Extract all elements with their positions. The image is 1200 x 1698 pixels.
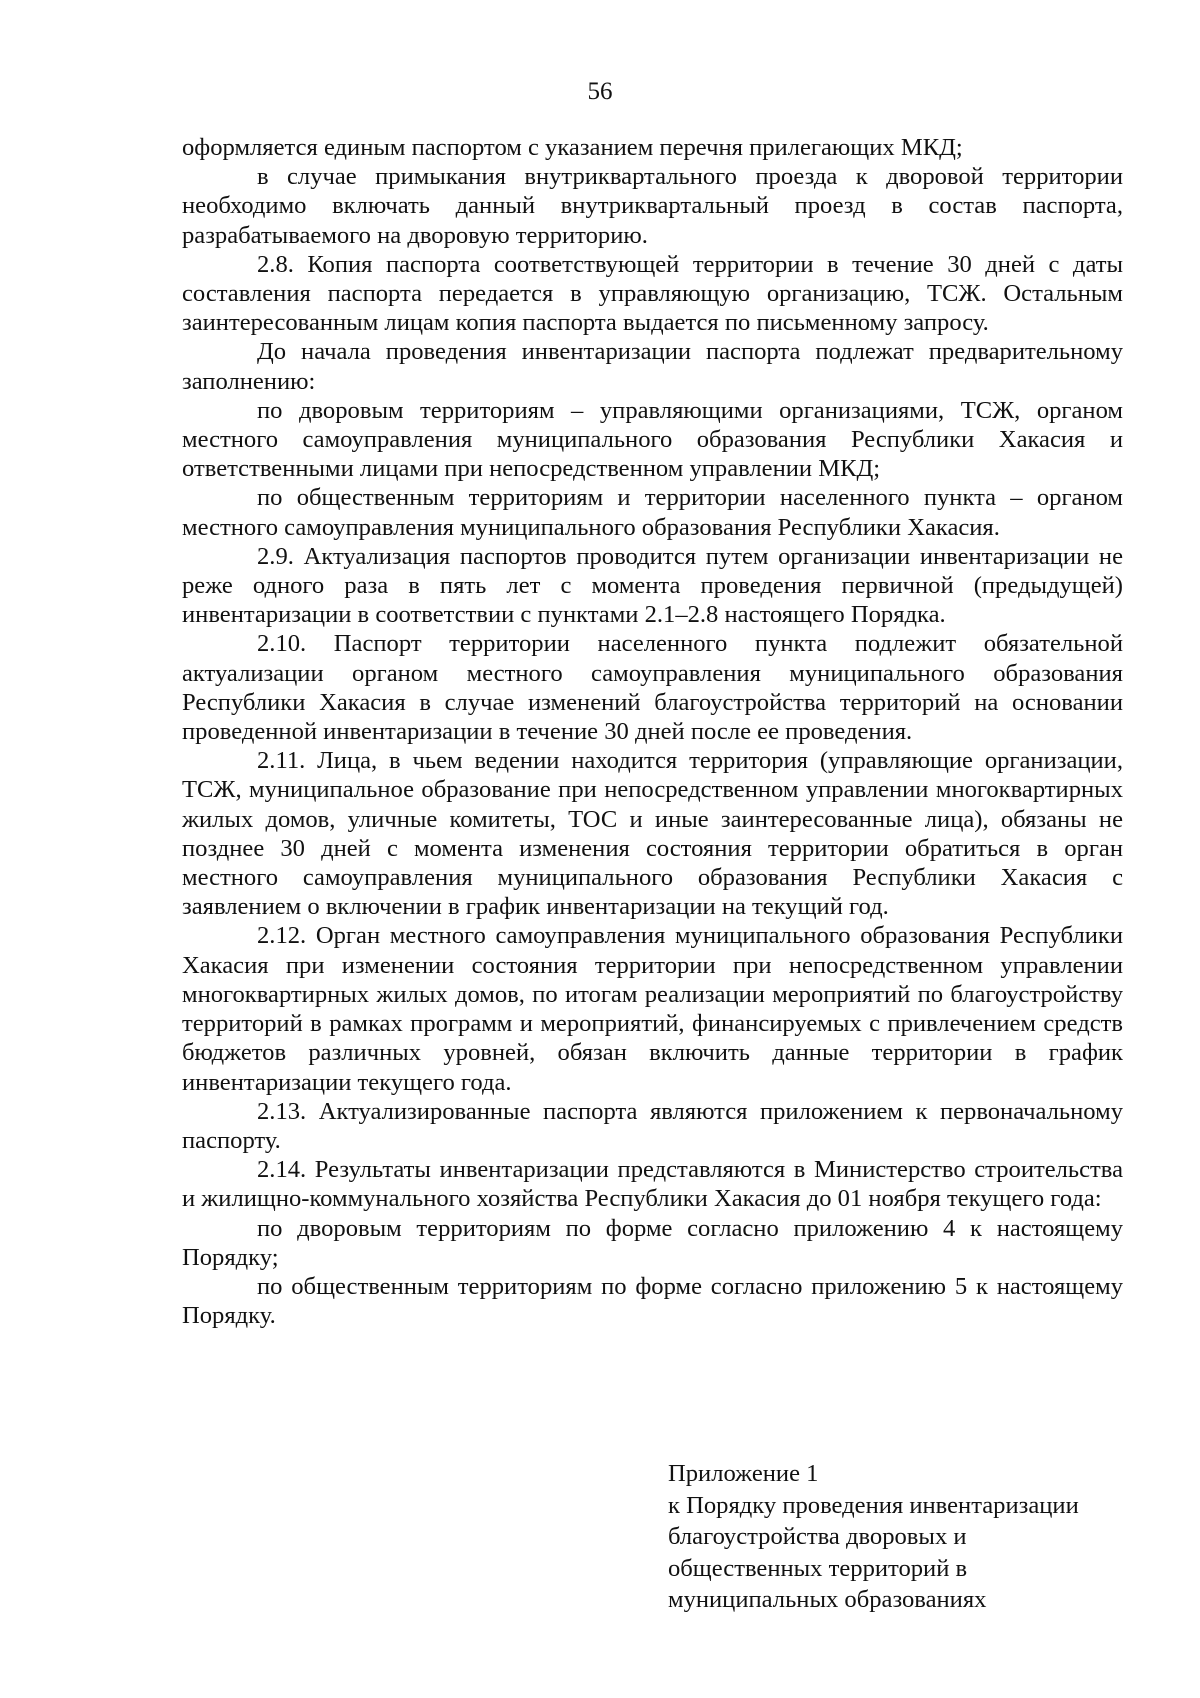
annex-line: муниципальных образованиях [668,1586,987,1613]
annex-line: благоустройства дворовых и [668,1523,967,1550]
document-body [182,133,1123,1330]
paragraph: по общественным территориям по форме согласно приложению 5 к настоящему Порядку. [182,1272,1123,1330]
paragraph: 2.9. Актуализация паспортов проводится путем организации инвентаризации не реже одного раза в пять лет с момента проведения первичной (предыдущей) инвентаризации в соответствии с пунктами 2.1–2.8 настоящего Порядка. [182,542,1123,629]
paragraph: 2.11. Лица, в чьем ведении находится территория (управляющие организации, ТСЖ, муниципальное образование при непосредственном управлении многоквартирных жилых домов, уличные комитеты, ТОС и иные заинтересованные лица), обязаны не позднее 30 дней с момента изменения состояния территории обратиться в орган местного самоуправления муниципального образования Республики Хакасия с заявлением о включении в график инвентаризации на текущий год. [182,747,1123,921]
annex-line: к Порядку проведения инвентаризации [668,1491,1079,1519]
paragraph: в случае примыкания внутриквартального проезда к дворовой территории необходимо включать данный внутриквартальный проезд в состав паспорта, разрабатываемого на дворовую территорию. [182,163,1123,249]
paragraph: 2.13. Актуализированные паспорта являются приложением к первоначальному паспорту. [182,1097,1123,1154]
annex-header [668,1458,1138,1616]
annex-line: общественных территорий в [668,1554,968,1582]
paragraph: по дворовым территориям – управляющими организациями, ТСЖ, органом местного самоуправления муниципального образования Республики Хакасия и ответственными лицами при непосредственном управлении МКД; [182,396,1123,483]
paragraph: по дворовым территориям по форме согласно приложению 4 к настоящему Порядку; [182,1214,1123,1271]
annex-title: Приложение 1 [668,1460,819,1487]
paragraph: 2.10. Паспорт территории населенного пункта подлежит обязательной актуализации органом местного самоуправления муниципального образования Республики Хакасия в случае изменений благоустройства территорий на основании проведенной инвентаризации в течение 30 дней после ее проведения. [182,630,1123,746]
paragraph: До начала проведения инвентаризации паспорта подлежат предварительному заполнению: [182,338,1123,395]
paragraph: 2.12. Орган местного самоуправления муниципального образования Республики Хакасия при изменении состояния территории при непосредственном управлении многоквартирных жилых домов, по итогам реализации мероприятий по благоустройству территорий в рамках программ и мероприятий, финансируемых с привлечением средств бюджетов различных уровней, обязан включить данные территории в график инвентаризации текущего года. [182,922,1123,1096]
paragraph: 2.8. Копия паспорта соответствующей территории в течение 30 дней с даты составления паспорта передается в управляющую организацию, ТСЖ. Остальным заинтересованным лицам копия паспорта выдается по письменному запросу. [182,250,1123,337]
paragraph: 2.14. Результаты инвентаризации представляются в Министерство строительства и жилищно-коммунального хозяйства Республики Хакасия до 01 ноября текущего года: [182,1156,1123,1213]
paragraph: оформляется единым паспортом с указанием перечня прилегающих МКД; [182,134,963,161]
page-number: 56 [587,78,613,105]
paragraph: по общественным территориям и территории населенного пункта – органом местного самоуправления муниципального образования Республики Хакасия. [182,484,1123,541]
